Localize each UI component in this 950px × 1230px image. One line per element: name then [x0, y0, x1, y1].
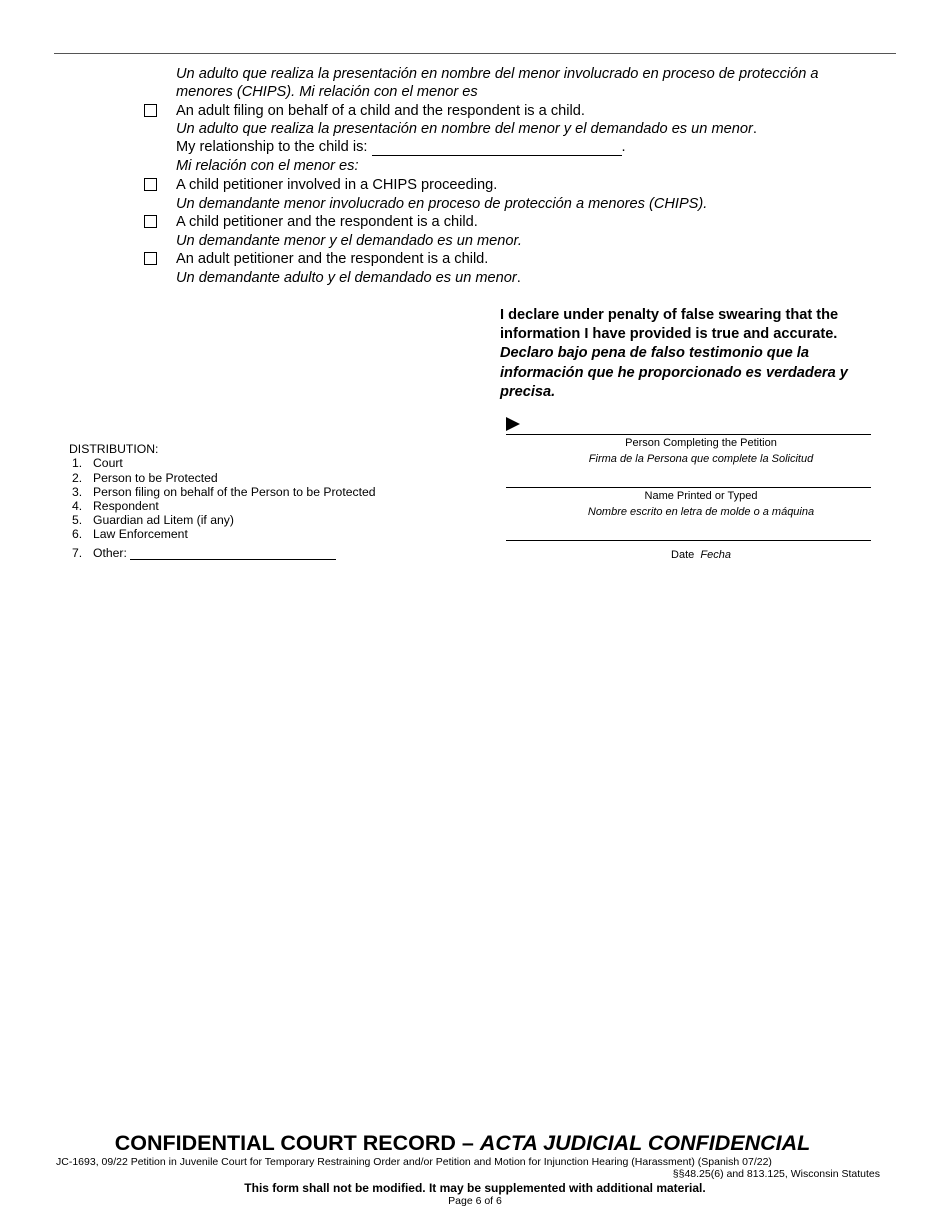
checkbox-adult-child-respondent[interactable]	[144, 104, 157, 117]
distribution-num: 7.	[72, 546, 83, 560]
name-printed-caption-es: Nombre escrito en letra de molde o a máquina	[587, 506, 815, 518]
page-number: Page 6 of 6	[448, 1195, 502, 1207]
distribution-num: 3.	[72, 485, 83, 499]
declaration-en: I declare under penalty of false swearing that the information I have provided is true and accurate.	[500, 307, 839, 343]
form-notice: This form shall not be modified. It may be supplemented with additional material.	[244, 1181, 706, 1195]
distribution-num: 2.	[72, 471, 83, 485]
distribution-title: DISTRIBUTION:	[69, 442, 159, 456]
date-caption-es: Fecha	[700, 549, 731, 561]
option-child-child-en: A child petitioner and the respondent is a child.	[176, 214, 478, 230]
date-caption-en: Date	[671, 549, 695, 561]
confidential-es: ACTA JUDICIAL CONFIDENCIAL	[479, 1131, 811, 1155]
distribution-other-label: Other:	[93, 546, 127, 560]
relationship-field[interactable]	[372, 141, 622, 156]
distribution-item-law: Law Enforcement	[93, 527, 188, 541]
option-child-child-es: Un demandante menor y el demandado es un menor.	[176, 233, 522, 249]
statutes: §§48.25(6) and 813.125, Wisconsin Statutes	[672, 1168, 880, 1180]
declaration	[500, 306, 885, 402]
name-printed-caption-en: Name Printed or Typed	[644, 490, 758, 502]
signature-caption-en: Person Completing the Petition	[625, 437, 777, 449]
option-child-chips-es: Un demandante menor involucrado en proceso de protección a menores (CHIPS).	[176, 196, 708, 212]
form-id: JC-1693, 09/22 Petition in Juvenile Court for Temporary Restraining Order and/or Petition and Motion for Injunction Hearing (Harassment) (Spanish 07/22)	[56, 1156, 772, 1168]
date-line[interactable]	[506, 540, 871, 541]
option-adult-child-es: Un demandante adulto y el demandado es un menor	[176, 270, 517, 286]
distribution-item-court: Court	[93, 456, 123, 470]
checkbox-child-chips[interactable]	[144, 178, 157, 191]
checkbox-adult-child[interactable]	[144, 252, 157, 265]
top-rule	[54, 53, 896, 54]
relationship-label-es: Mi relación con el menor es:	[176, 158, 359, 174]
option-adult-chips-text-es-2: menores (CHIPS). Mi relación con el menor es	[176, 84, 478, 100]
relationship-line: My relationship to the child is: .	[176, 139, 626, 155]
signature-line[interactable]	[506, 434, 871, 435]
date-caption	[506, 548, 896, 562]
distribution-num: 6.	[72, 527, 83, 541]
signature-caption-es: Firma de la Persona que complete la Solicitud	[588, 453, 814, 465]
distribution-item-respondent: Respondent	[93, 499, 159, 513]
distribution-num: 1.	[72, 456, 83, 470]
option-adult-child-respondent-es: Un adulto que realiza la presentación en nombre del menor y el demandado es un menor	[176, 121, 753, 137]
option-child-chips-en: A child petitioner involved in a CHIPS proceeding.	[176, 177, 498, 193]
distribution-num: 5.	[72, 513, 83, 527]
distribution-item-filer: Person filing on behalf of the Person to be Protected	[93, 485, 376, 499]
distribution-item-protected: Person to be Protected	[93, 471, 218, 485]
option-adult-child-en: An adult petitioner and the respondent is a child.	[176, 251, 489, 267]
option-adult-child-es-line: Un demandante adulto y el demandado es un menor.	[176, 270, 521, 286]
option-adult-chips-text-es: Un adulto que realiza la presentación en nombre del menor involucrado en proceso de protección a	[176, 66, 819, 82]
name-printed-line[interactable]	[506, 487, 871, 488]
signature-arrow-icon	[506, 417, 520, 431]
distribution-other-field[interactable]	[130, 547, 336, 560]
checkbox-child-child[interactable]	[144, 215, 157, 228]
option-adult-child-respondent-es-line: Un adulto que realiza la presentación en nombre del menor y el demandado es un menor.	[176, 121, 757, 137]
distribution-item-other	[93, 546, 336, 560]
distribution-item-gal: Guardian ad Litem (if any)	[93, 513, 234, 527]
declaration-es: Declaro bajo pena de falso testimonio que la información que he proporcionado es verdadera y precisa.	[500, 345, 848, 400]
confidential-en: CONFIDENTIAL COURT RECORD –	[114, 1131, 474, 1155]
option-adult-child-respondent-en: An adult filing on behalf of a child and the respondent is a child.	[176, 103, 585, 119]
distribution-num: 4.	[72, 499, 83, 513]
relationship-label: My relationship to the child is:	[176, 139, 368, 155]
confidential-banner	[0, 1130, 925, 1156]
